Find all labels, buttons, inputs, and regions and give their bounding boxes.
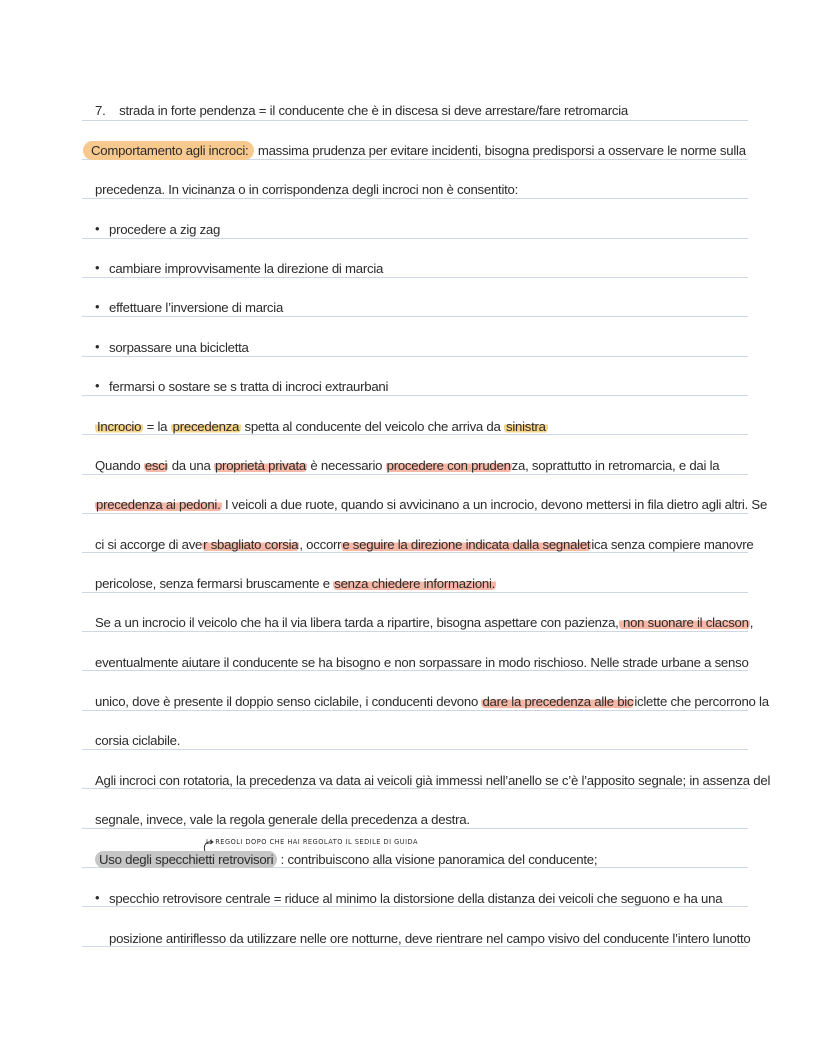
incrocio-text: = la [143, 419, 171, 434]
incrocio-term: Incrocio [97, 419, 142, 434]
highlight-span: senza chiedere informazioni. [334, 576, 496, 591]
paragraph-line [95, 496, 768, 514]
incrocio-text: spetta al conducente del veicolo che arriva da [241, 419, 504, 434]
paragraph-line [95, 693, 769, 711]
bullet-dot: • [95, 378, 100, 393]
bullet-dot: • [95, 260, 100, 275]
text-span: I veicoli a due ruote, quando si avvicinano a un incrocio, devono mettersi in fila dietro agli altri. Se [221, 497, 768, 512]
paragraph-line [95, 536, 754, 554]
text-span: da una [168, 458, 214, 473]
text-span: , [749, 615, 754, 630]
text-span: è necessario [307, 458, 386, 473]
text-span: unico, dove è presente il doppio senso ciclabile, i conducenti devono [95, 694, 482, 709]
specchietti-bullet-line-2: posizione antiriflesso da utilizzare nelle ore notturne, deve rientrare nel campo visivo del conducente l’intero lunotto [109, 931, 751, 946]
highlight-span: procedere con pruden [386, 458, 511, 473]
item-7-text: strada in forte pendenza = il conducente che è in discesa si deve arrestare/fare retromarcia [119, 103, 628, 118]
bullet-item: sorpassare una bicicletta [109, 340, 249, 355]
item-7-number: 7. [95, 103, 106, 118]
text-span: Se a un incrocio il veicolo che ha il via libera tarda a ripartire, bisogna aspettare con pazienza, [95, 615, 619, 630]
bullet-dot: • [95, 890, 100, 905]
precedenza-term: precedenza [172, 419, 240, 434]
text-span: ica senza compiere manovre [591, 537, 754, 552]
comportamento-line-1 [91, 142, 746, 160]
highlight-span: proprietà privata [214, 458, 307, 473]
text-span: ci si accorge di ave [95, 537, 203, 552]
paragraph-line [95, 457, 745, 475]
bullet-item: cambiare improvvisamente la direzione di marcia [109, 261, 384, 276]
highlight-span: non suonare il clacson [619, 615, 749, 630]
highlight-span: r sbagliato corsia [203, 537, 299, 552]
handwritten-annotation: LI REGOLI DOPO CHE HAI REGOLATO IL SEDILE DI GUIDA [206, 838, 419, 846]
paragraph-line: eventualmente aiutare il conducente se ha bisogno e non sorpassare in modo rischioso. Nelle strade urbane a senso [95, 655, 749, 670]
bullet-dot: • [95, 339, 100, 354]
paragraph-line [95, 575, 745, 593]
sinistra-term: sinistra [506, 419, 546, 434]
specchietti-line [95, 851, 745, 869]
text-span: , occorr [299, 537, 342, 552]
bullet-dot: • [95, 299, 100, 314]
specchietti-bullet-line-1: specchio retrovisore centrale = riduce al minimo la distorsione della distanza dei veicoli che seguono e ha una [109, 891, 723, 906]
text-span: iclette che percorrono la [634, 694, 769, 709]
ruled-line [82, 120, 748, 121]
bullet-item: procedere a zig zag [109, 222, 221, 237]
highlight-span: precedenza ai pedoni. [96, 497, 221, 512]
highlight-span: esci [144, 458, 168, 473]
text-span: pericolose, senza fermarsi bruscamente e [95, 576, 334, 591]
rotatoria-line-1: Agli incroci con rotatoria, la precedenza va data ai veicoli già immessi nell’anello se c’è l’apposito segnale; in assenza del [95, 773, 771, 788]
highlight-span: dare la precedenza alle bic [482, 694, 634, 709]
bullet-item: fermarsi o sostare se s tratta di incroci extraurbani [109, 379, 389, 394]
bullet-dot: • [95, 221, 100, 236]
specchietti-title: Uso degli specchietti retrovisori [95, 851, 277, 868]
specchietti-text: : contribuiscono alla visione panoramica del conducente; [277, 852, 598, 867]
item-7-line [95, 102, 745, 120]
text-span: za, soprattutto in retromarcia, e dai la [511, 458, 720, 473]
incrocio-line [95, 418, 745, 436]
text-span: Quando [95, 458, 144, 473]
bullet-item: effettuare l’inversione di marcia [109, 300, 284, 315]
paragraph-line: corsia ciclabile. [95, 733, 181, 748]
comportamento-text: massima prudenza per evitare incidenti, bisogna predisporsi a osservare le norme sulla [254, 143, 746, 158]
highlight-span: e seguire la direzione indicata dalla segnalet [342, 537, 591, 552]
rotatoria-line-2: segnale, invece, vale la regola generale della precedenza a destra. [95, 812, 470, 827]
comportamento-title: Comportamento agli incroci: [83, 141, 254, 160]
paragraph-line [95, 614, 754, 632]
comportamento-line-2: precedenza. In vicinanza o in corrispondenza degli incroci non è consentito: [95, 182, 519, 197]
